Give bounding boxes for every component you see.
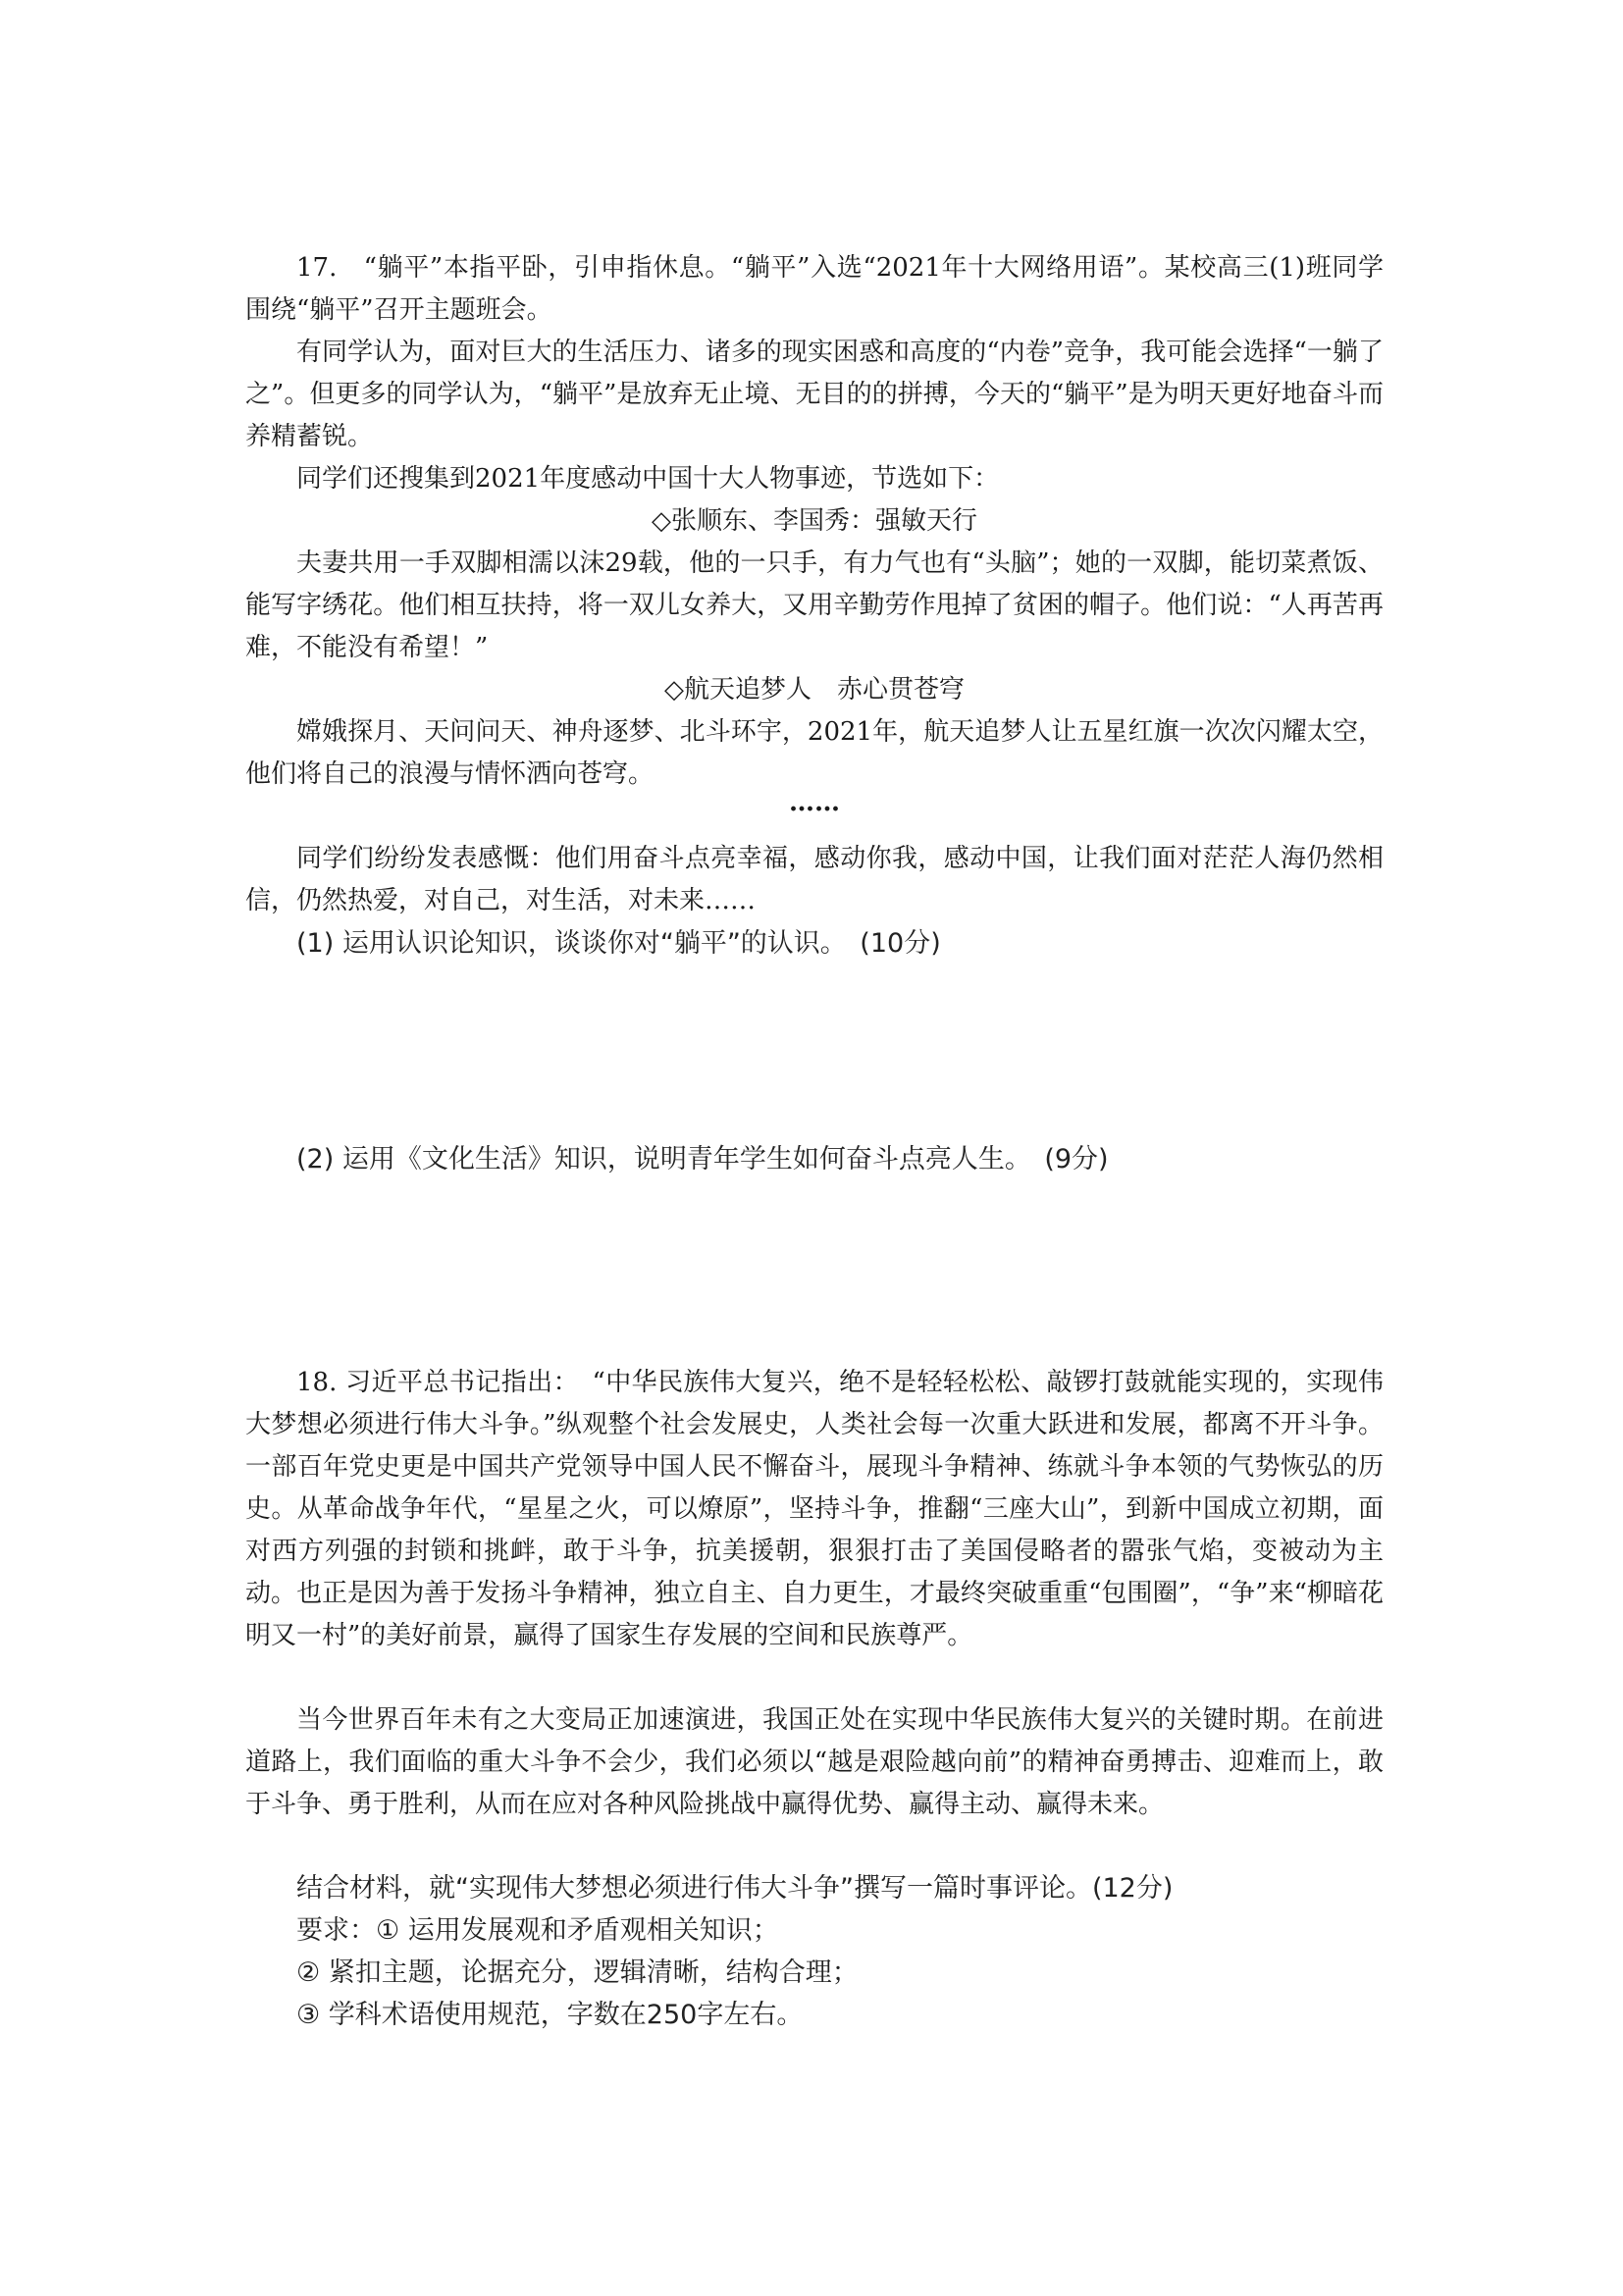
q18-para1: 18. 习近平总书记指出： “中华民族伟大复兴，绝不是轻轻松松、敲锣打鼓就能实现的，实现伟大梦想必须进行伟大斗争。”纵观整个社会发展史，人类社会每一次重大跃进和发展，都离不开斗争。一部百年党史更是中国共产党领导中国人民不懈奋斗，展现斗争精神、练就斗争本领的气势恢弘的历史。从革命战争年代，“星星之火，可以燎原”，坚持斗争，推翻“三座大山”，到新中国成立初期，面对西方列强的封锁和挑衅，敢于斗争，抗美援朝，狠狠打击了美国侵略者的嚣张气焰，变被动为主动。也正是因为善于发扬斗争精神，独立自主、自力更生，才最终突破重重“包围圈”，“争”来“柳暗花明又一村”的美好前景，赢得了国家生存发展的空间和民族尊严。: [245, 1368, 1384, 1650]
q17-intro: 17. “躺平”本指平卧，引申指休息。“躺平”入选“2021年十大网络用语”。某校高三(1)班同学围绕“躺平”召开主题班会。: [245, 253, 1384, 325]
q17-para3: 同学们纷纷发表感慨：他们用奋斗点亮幸福，感动你我，感动中国，让我们面对茫茫人海仍然相信，仍然热爱，对自己，对生活，对未来……: [245, 844, 1384, 915]
q18-requirement-1: 要求：① 运用发展观和矛盾观相关知识；: [296, 1915, 779, 1946]
q17-story2: 嫦娥探月、天问问天、神舟逐梦、北斗环宇，2021年，航天追梦人让五星红旗一次次闪耀太空，他们将自己的浪漫与情怀洒向苍穹。: [245, 717, 1384, 789]
q17-subquestion-2: (2) 运用《文化生活》知识，说明青年学生如何奋斗点亮人生。 (9分): [296, 1144, 1109, 1174]
q18-para2: 当今世界百年未有之大变局正加速演进，我国正处在实现中华民族伟大复兴的关键时期。在前进道路上，我们面临的重大斗争不会少，我们必须以“越是艰险越向前”的精神奋勇搏击、迎难而上，敢于斗争、勇于胜利，从而在应对各种风险挑战中赢得优势、赢得主动、赢得未来。: [245, 1705, 1384, 1819]
q17-heading2: ◇航天追梦人 赤心贯苍穹: [664, 675, 965, 704]
q17-para1: 有同学认为，面对巨大的生活压力、诸多的现实困惑和高度的“内卷”竞争，我可能会选择“一躺了之”。但更多的同学认为，“躺平”是放弃无止境、无目的的拼搏，今天的“躺平”是为明天更好地奋斗而养精蓄锐。: [245, 338, 1384, 451]
q17-para2: 同学们还搜集到2021年度感动中国十大人物事迹，节选如下：: [296, 464, 1000, 494]
q18-task: 结合材料，就“实现伟大梦想必须进行伟大斗争”撰写一篇时事评论。(12分): [296, 1873, 1174, 1904]
q18-requirement-2: ② 紧扣主题，论据充分，逻辑清晰，结构合理；: [296, 1957, 859, 1988]
q17-story1: 夫妻共用一手双脚相濡以沫29载，他的一只手，有力气也有“头脑”；她的一双脚，能切菜煮饭、能写字绣花。他们相互扶持，将一双儿女养大，又用辛勤劳作甩掉了贫困的帽子。他们说：“人再苦再难，不能没有希望！”: [245, 548, 1384, 662]
q17-ellipsis: ……: [789, 788, 840, 817]
q17-subquestion-1: (1) 运用认识论知识，谈谈你对“躺平”的认识。 (10分): [296, 928, 941, 959]
q18-requirement-3: ③ 学科术语使用规范，字数在250字左右。: [296, 2000, 804, 2030]
q17-heading1: ◇张顺东、李国秀：强敏天行: [652, 506, 977, 536]
